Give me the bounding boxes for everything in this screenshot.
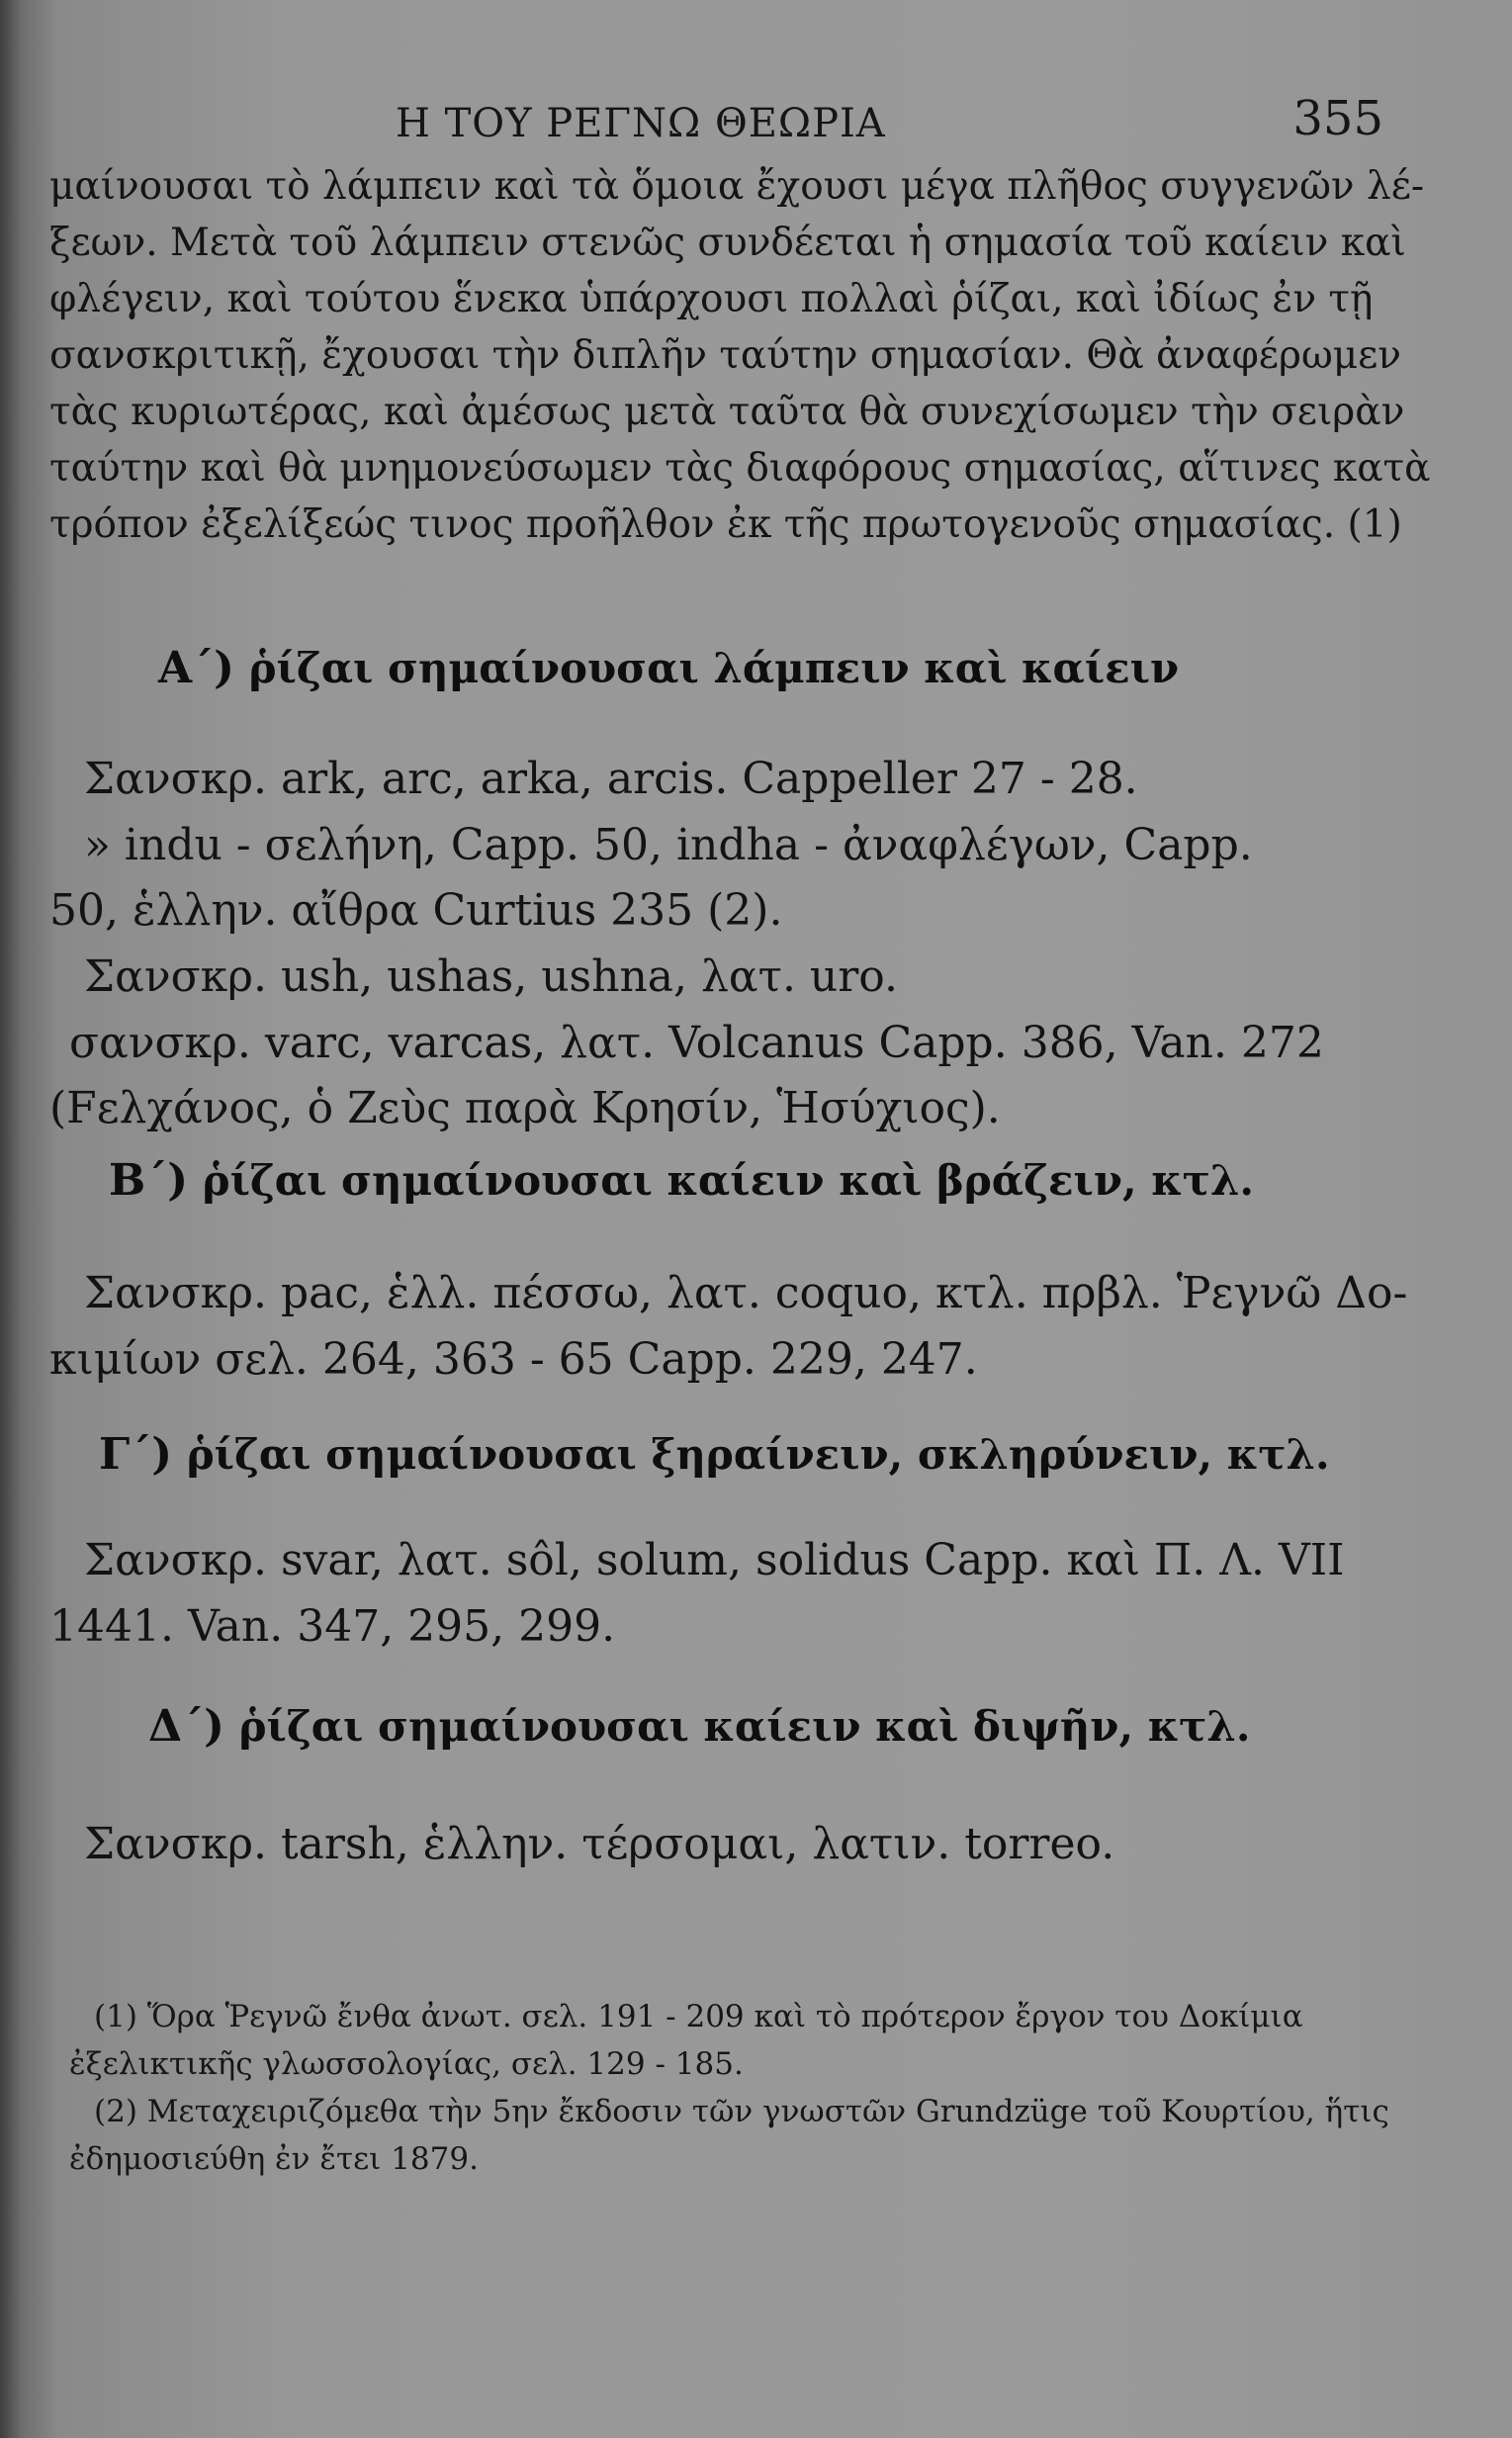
section-letter: Γ΄) (99, 1429, 173, 1480)
intro-line: φλέγειν, καὶ τούτου ἕνεκα ὑπάρχουσι πολλαὶ ῥίζαι, καὶ ἰδίως ἐν τῇ (49, 277, 1374, 321)
footnote-line: ἐδημοσιεύθη ἐν ἔτει 1879. (69, 2141, 479, 2177)
entry-line: 1441. Van. 347, 295, 299. (49, 1601, 616, 1652)
section-heading-c (99, 1429, 1330, 1480)
entry-line: Σανσκρ. tarsh, ἑλλην. τέρσομαι, λατιν. torreo. (84, 1819, 1115, 1869)
section-heading-a (158, 643, 1179, 693)
entry-line: » indu - σελήνη, Capp. 50, indha - ἀναφλέγων, Capp. (84, 820, 1253, 870)
footnote-line: (2) Μεταχειριζόμεθα τὴν 5ην ἔκδοσιν τῶν γνωστῶν Grundzüge τοῦ Κουρτίου, ἥτις (94, 2094, 1389, 2129)
intro-line: μαίνουσαι τὸ λάμπειν καὶ τὰ ὅμοια ἔχουσι μέγα πλῆθος συγγενῶν λέ- (49, 164, 1425, 209)
entry-line: Σανσκρ. svar, λατ. sôl, solum, solidus Capp. καὶ Π. Λ. VII (84, 1535, 1345, 1585)
section-letter: Α΄) (158, 643, 234, 693)
section-title: ῥίζαι σημαίνουσαι λάμπειν καὶ καίειν (248, 644, 1180, 692)
footnote-line: ἐξελικτικῆς γλωσσολογίας, σελ. 129 - 185. (69, 2046, 744, 2082)
entry-line: κιμίων σελ. 264, 363 - 65 Capp. 229, 247. (49, 1334, 978, 1385)
intro-line: τὰς κυριωτέρας, καὶ ἀμέσως μετὰ ταῦτα θὰ συνεχίσωμεν τὴν σειρὰν (49, 390, 1405, 434)
footnote-line: (1) Ὅρα Ῥεγνῶ ἔνθα ἀνωτ. σελ. 191 - 209 καὶ τὸ πρότερον ἔργον του Δοκίμια (94, 1999, 1303, 2034)
entry-line: Σανσκρ. ark, arc, arka, arcis. Cappeller 27 - 28. (84, 754, 1138, 804)
entry-line: Σανσκρ. pac, ἑλλ. πέσσω, λατ. coquo, κτλ. πρβλ. Ῥεγνῶ Δο- (84, 1268, 1408, 1318)
section-title: ῥίζαι σημαίνουσαι καίειν καὶ διψῆν, κτλ. (238, 1702, 1251, 1751)
footnotes (69, 1993, 1389, 2183)
entry-line: (Fελχάνος, ὁ Ζεὺς παρὰ Κρησίν, Ἡσύχιος). (49, 1083, 1001, 1133)
section-title: ῥίζαι σημαίνουσαι καίειν καὶ βράζειν, κτλ. (202, 1156, 1255, 1205)
entry-line: 50, ἑλλην. αἴθρα Curtius 235 (2). (49, 885, 783, 936)
page-number: 355 (1292, 91, 1383, 146)
intro-paragraph (49, 158, 1431, 553)
running-head: Η ΤΟΥ ΡΕΓΝΩ ΘΕΩΡΙΑ (396, 101, 886, 146)
intro-line: τρόπον ἐξελίξεώς τινος προῆλθον ἐκ τῆς πρωτογενοῦς σημασίας. (1) (49, 502, 1402, 547)
intro-line: ταύτην καὶ θὰ μνημονεύσωμεν τὰς διαφόρους σημασίας, αἵτινες κατὰ (49, 446, 1431, 491)
intro-line: ξεων. Μετὰ τοῦ λάμπειν στενῶς συνδέεται ἡ σημασία τοῦ καίειν καὶ (49, 221, 1406, 265)
section-heading-b (109, 1155, 1254, 1206)
entry-line: Σανσκρ. ush, ushas, ushna, λατ. uro. (84, 951, 899, 1002)
intro-line: σανσκριτικῇ, ἔχουσαι τὴν διπλῆν ταύτην σημασίαν. Θὰ ἀναφέρωμεν (49, 333, 1401, 378)
entry-line: σανσκρ. varc, varcas, λατ. Volcanus Capp. 386, Van. 272 (69, 1018, 1324, 1068)
page-header (0, 91, 1512, 160)
section-heading-d (148, 1701, 1251, 1752)
section-letter: Β΄) (109, 1155, 189, 1206)
section-title: ῥίζαι σημαίνουσαι ξηραίνειν, σκληρύνειν, κτλ. (186, 1430, 1330, 1479)
section-letter: Δ΄) (148, 1701, 224, 1752)
